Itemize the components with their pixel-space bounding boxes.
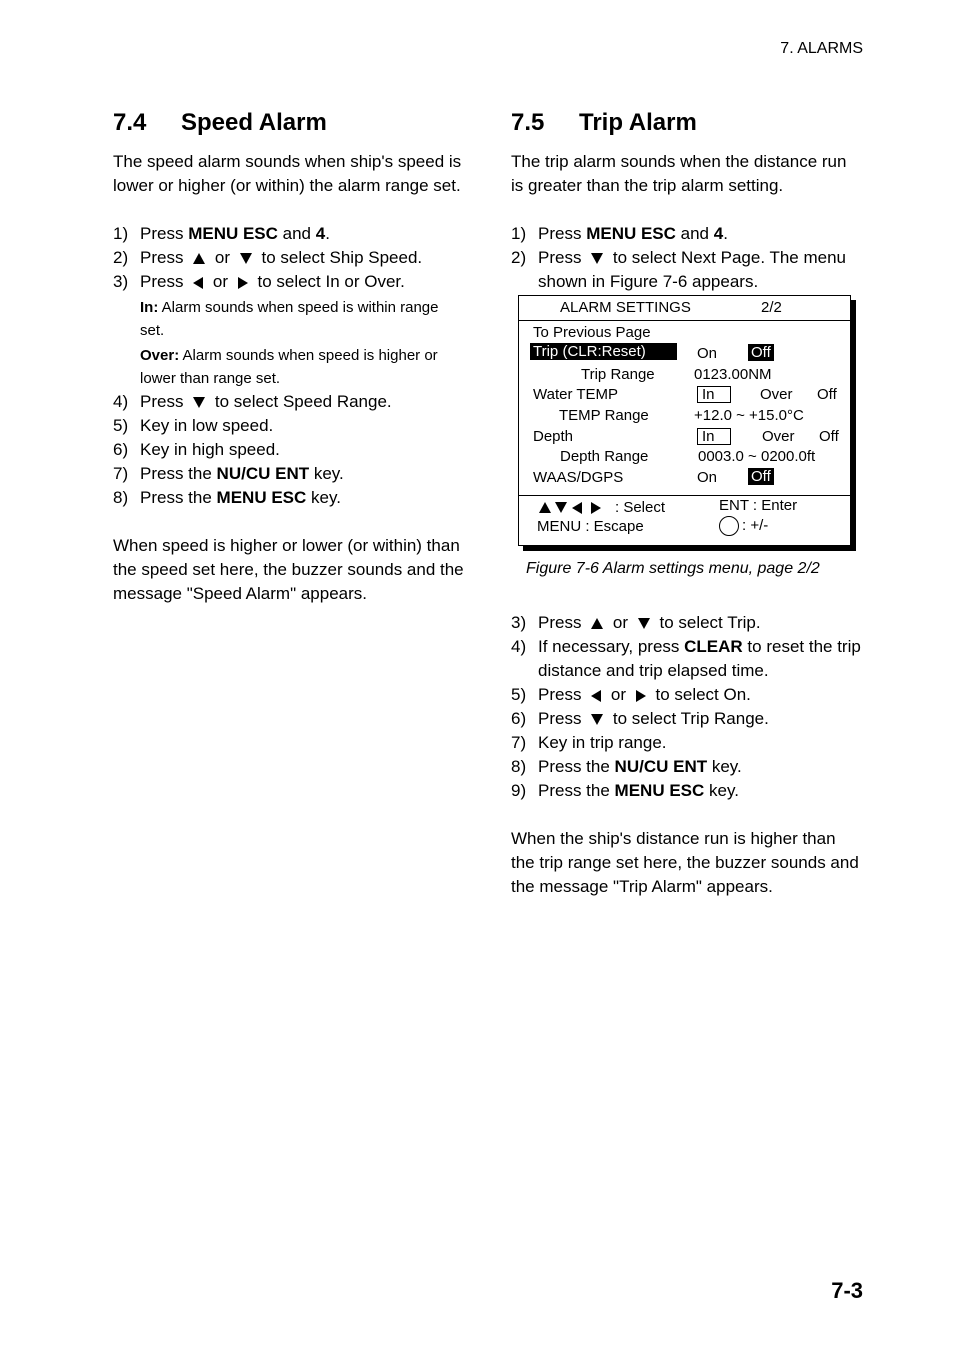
speed-alarm-heading [113,108,465,138]
list-item: 8) Press the NU/CU ENT key. [511,757,742,776]
plusminus-hint: : +/- [719,516,768,536]
trip-alarm-section [511,108,863,294]
trip-range-value[interactable]: 0123.00NM [694,366,772,383]
list-item: 5) Key in low speed. [113,416,274,435]
arrow-left-icon [591,690,601,702]
temp-range-label: TEMP Range [559,407,649,424]
to-previous-page-item[interactable]: To Previous Page [533,324,651,341]
arrow-up-icon [591,618,603,629]
rotary-knob-icon [719,516,739,536]
over-note: Over: Alarm sounds when speed is higher or lower than range set. [140,347,438,387]
arrow-right-icon [238,277,248,289]
waas-dgps-label: WAAS/DGPS [533,469,624,486]
page-number: 7-3 [831,1278,863,1303]
list-item: 7) Key in trip range. [511,733,667,752]
speed-alarm-intro: The speed alarm sounds when ship's speed is lower or higher (or within) the alarm range set. [113,152,462,195]
depth-over-option[interactable]: Over [762,428,795,445]
list-item: 3) Press or to select In or Over. [113,272,405,291]
arrow-down-icon [591,253,603,264]
speed-alarm-closing: When speed is higher or lower (or within) than the speed set here, the buzzer sounds and the message "Speed Alarm" appears. [113,536,464,603]
list-item: 7) Press the NU/CU ENT key. [113,464,344,483]
speed-alarm-steps-cont [113,390,465,510]
arrow-left-icon [572,502,582,514]
list-item: 5) Press or to select On. [511,685,751,704]
arrow-down-icon [591,714,603,725]
depth-range-label: Depth Range [560,448,649,465]
waas-off-option[interactable]: Off [748,468,774,485]
depth-in-option[interactable]: In [697,428,731,445]
water-temp-in-option[interactable]: In [697,386,731,403]
escape-hint: MENU : Escape [537,518,644,535]
depth-range-value[interactable]: 0003.0 ~ 0200.0ft [698,448,816,465]
temp-range-value[interactable]: +12.0 ~ +15.0°C [694,407,804,424]
speed-alarm-section [113,108,465,606]
arrow-up-icon [193,253,205,264]
trip-alarm-steps [511,222,863,294]
list-item: 6) Press to select Trip Range. [511,709,769,728]
section-title: Trip Alarm [579,109,697,136]
select-hint: : Select [537,499,665,516]
list-item: 2) Press or to select Ship Speed. [113,248,423,267]
trip-off-option[interactable]: Off [748,344,774,361]
arrow-right-icon [636,690,646,702]
trip-alarm-closing: When the ship's distance run is higher than the trip range set here, the buzzer sounds and the message "Trip Alarm" appears. [511,829,859,896]
list-item: 4) If necessary, press CLEAR to reset the trip distance and trip elapsed time. [511,637,861,680]
section-number: 7.4 [113,109,147,136]
arrow-right-icon [591,502,601,514]
trip-on-option[interactable]: On [697,345,718,362]
list-item: 3) Press or to select Trip. [511,613,761,632]
menu-title: ALARM SETTINGS [560,299,691,316]
speed-alarm-steps [113,222,465,294]
list-item: 2) Press to select Next Page. The menu shown in Figure 7-6 appears. [511,248,847,291]
figure-caption: Figure 7-6 Alarm settings menu, page 2/2 [526,560,820,577]
trip-item[interactable]: Trip (CLR:Reset) [530,343,677,361]
depth-label: Depth [533,428,574,445]
section-title: Speed Alarm [181,109,327,136]
in-note: In: Alarm sounds when speed is within range set. [140,299,439,339]
list-item: 6) Key in high speed. [113,440,280,459]
waas-on-option[interactable]: On [697,469,718,486]
arrow-down-icon [240,253,252,264]
arrow-down-icon [555,502,567,513]
list-item: 9) Press the MENU ESC key. [511,781,739,800]
list-item: 1) Press MENU ESC and 4. [511,224,728,243]
list-item: 8) Press the MENU ESC key. [113,488,341,507]
arrow-down-icon [638,618,650,629]
water-temp-off-option[interactable]: Off [817,386,837,403]
arrow-up-icon [539,502,551,513]
list-item: 4) Press to select Speed Range. [113,392,392,411]
section-number: 7.5 [511,109,545,136]
list-item: 1) Press MENU ESC and 4. [113,224,330,243]
water-temp-over-option[interactable]: Over [760,386,793,403]
menu-page: 2/2 [761,299,782,316]
arrow-down-icon [193,397,205,408]
trip-alarm-section-cont [511,611,863,899]
arrow-left-icon [193,277,203,289]
trip-alarm-intro: The trip alarm sounds when the distance run is greater than the trip alarm setting. [511,152,847,195]
trip-alarm-heading [511,108,863,138]
trip-alarm-steps-cont [511,611,863,803]
depth-off-option[interactable]: Off [819,428,839,445]
water-temp-label: Water TEMP [533,386,619,403]
trip-range-label: Trip Range [581,366,655,383]
alarm-settings-menu [518,295,851,546]
enter-hint: ENT : Enter [719,497,798,514]
chapter-header: 7. ALARMS [780,40,863,57]
